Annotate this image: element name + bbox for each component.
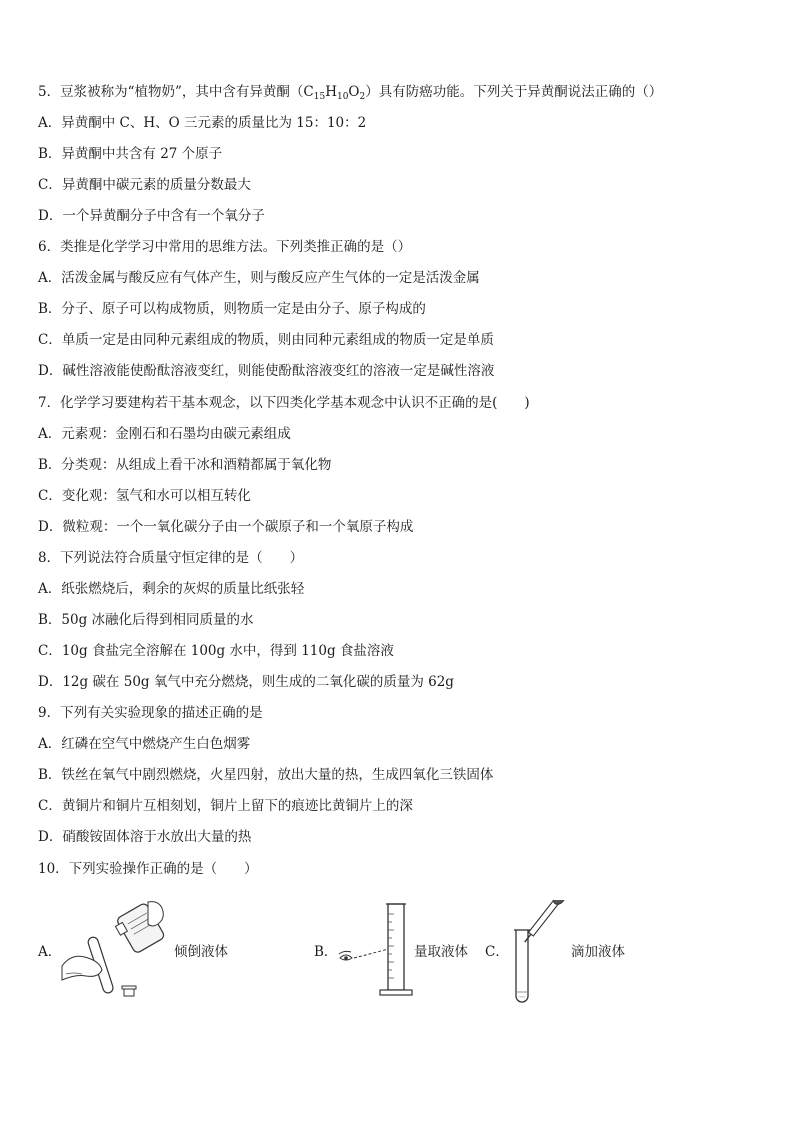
question-6-option-a: A．活泼金属与酸反应有气体产生，则与酸反应产生气体的一定是活泼金属 [38,270,480,286]
question-9-option-c: C．黄铜片和铜片互相刻划，铜片上留下的痕迹比黄铜片上的深 [38,798,413,814]
question-10-option-c-letter: C． [485,944,509,960]
question-8-stem: 8．下列说法符合质量守恒定律的是（ ） [38,550,304,566]
question-8-option-a: A．纸张燃烧后，剩余的灰烬的质量比纸张轻 [38,581,305,597]
question-7-option-a: A．元素观：金刚石和石墨均由碳元素组成 [38,426,291,442]
question-10-option-c-caption: 滴加液体 [571,944,625,960]
question-10-stem: 10．下列实验操作正确的是（ ） [38,861,258,877]
question-6-stem: 6．类推是化学学习中常用的思维方法。下列类推正确的是（） [38,239,412,255]
pouring-liquid-figure [60,900,175,1005]
question-7-option-d: D．微粒观：一个一氧化碳分子由一个碳原子和一个氧原子构成 [38,519,414,535]
question-5-option-b: B．异黄酮中共含有 27 个原子 [38,146,223,162]
question-10-option-a-caption: 倾倒液体 [174,944,228,960]
question-5-option-c: C．异黄酮中碳元素的质量分数最大 [38,177,251,193]
question-6-option-d: D．碱性溶液能使酚酞溶液变红，则能使酚酞溶液变红的溶液一定是碱性溶液 [38,363,495,379]
question-9-option-d: D．硝酸铵固体溶于水放出大量的热 [38,829,252,845]
question-5-stem: 5．豆浆被称为“植物奶”，其中含有异黄酮$(C_{15}H_{10}O_2)$具有防癌功能。下列关于异黄酮说法正确的（） [38,84,663,102]
graduated-cylinder-figure [336,900,414,1000]
question-9-option-a: A．红磷在空气中燃烧产生白色烟雾 [38,736,251,752]
question-7-option-c: C．变化观：氢气和水可以相互转化 [38,488,251,504]
question-8-option-d: D．12g 碳在 50g 氧气中充分燃烧，则生成的二氧化碳的质量为 62g [38,674,454,690]
question-9-stem: 9．下列有关实验现象的描述正确的是 [38,705,263,721]
question-5-option-d: D．一个异黄酮分子中含有一个氧分子 [38,208,265,224]
question-10-option-b-letter: B． [314,944,338,960]
question-5-option-a: A．异黄酮中 C、H、O 三元素的质量比为 15：10：2 [38,115,367,131]
question-10-option-a-letter: A． [38,944,62,960]
question-7-stem: 7．化学学习要建构若干基本观念，以下四类化学基本观念中认识不正确的是( ) [38,395,530,411]
question-6-option-b: B．分子、原子可以构成物质，则物质一定是由分子、原子构成的 [38,301,426,317]
question-8-option-b: B．50g 冰融化后得到相同质量的水 [38,612,254,628]
question-8-option-c: C．10g 食盐完全溶解在 100g 水中，得到 110g 食盐溶液 [38,643,394,659]
dropper-test-tube-figure [508,900,568,1008]
question-7-option-b: B．分类观：从组成上看干冰和酒精都属于氧化物 [38,457,332,473]
question-6-option-c: C．单质一定是由同种元素组成的物质，则由同种元素组成的物质一定是单质 [38,332,494,348]
question-9-option-b: B．铁丝在氧气中剧烈燃烧，火星四射，放出大量的热，生成四氧化三铁固体 [38,767,494,783]
question-10-option-b-caption: 量取液体 [414,944,468,960]
